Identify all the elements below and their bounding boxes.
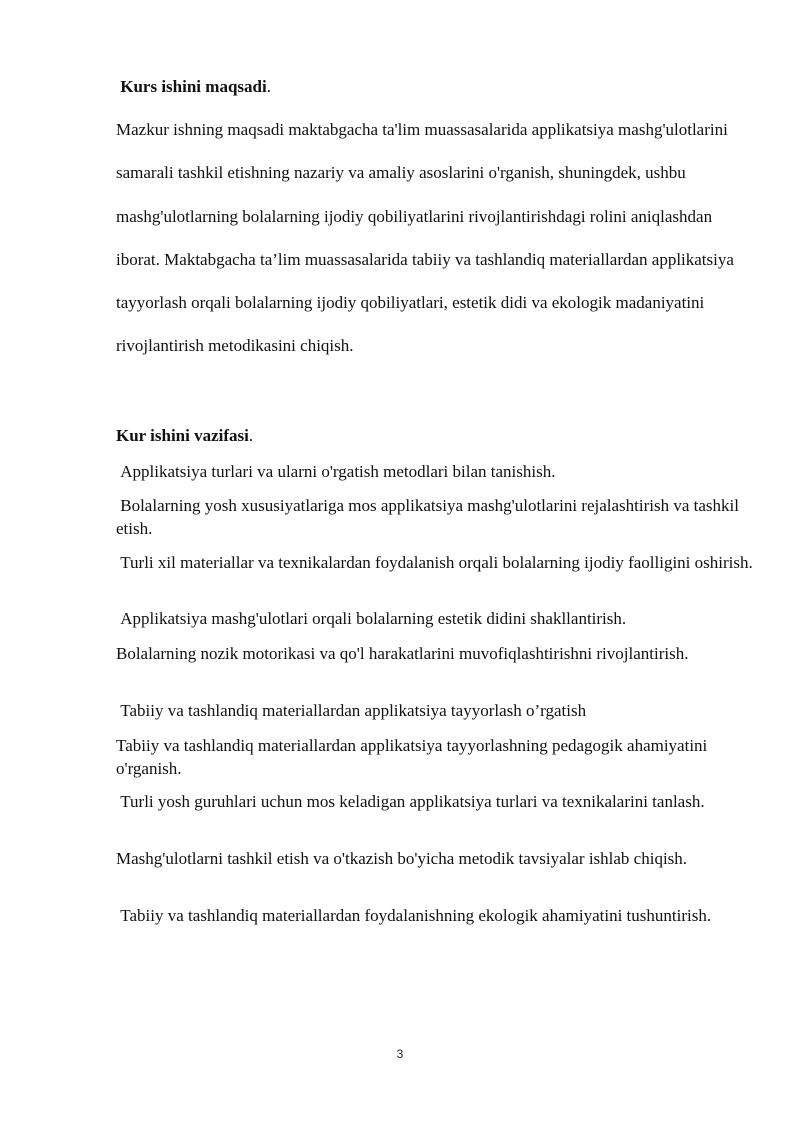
- task-item: Tabiiy va tashlandiq materiallardan applikatsiya tayyorlash o’rgatish: [116, 701, 587, 720]
- tasks-heading-text: Kur ishini vazifasi: [116, 426, 249, 445]
- task-item: Tabiiy va tashlandiq materiallardan applikatsiya tayyorlashning pedagogik ahamiyatini o'rganish.: [116, 736, 712, 778]
- goal-heading-punct: .: [266, 77, 271, 96]
- task-item: Bolalarning nozik motorikasi va qo'l harakatlarini muvofiqlashtirishni rivojlantirish.: [116, 644, 689, 663]
- page-number: 3: [396, 1047, 404, 1061]
- goal-paragraph: Mazkur ishning maqsadi maktabgacha ta'lim muassasalarida applikatsiya mashg'ulotlarini samarali tashkil etishning nazariy va amaliy asoslarini o'rganish, shuningdek, ushbu mashg'ulotlarning bolalarning ijodiy qobiliyatlarini rivojlantirishdagi rolini aniqlashdan iborat. Maktabgacha ta’lim muassasalarida tabiiy va tashlandiq materiallardan applikatsiya tayyorlash orqali bolalarning ijodiy qobiliyatlari, estetik didi va ekologik madaniyatini rivojlantirish metodikasini chiqish.: [116, 120, 734, 356]
- task-item: Bolalarning yosh xususiyatlariga mos applikatsiya mashg'ulotlarini rejalashtirish va tashkil etish.: [116, 496, 744, 538]
- task-item: Applikatsiya turlari va ularni o'rgatish metodlari bilan tanishish.: [116, 462, 556, 481]
- task-item: Turli xil materiallar va texnikalardan foydalanish orqali bolalarning ijodiy faolligini oshirish.: [116, 553, 753, 572]
- goal-heading-text: Kurs ishini maqsadi: [116, 77, 267, 96]
- goal-heading: [116, 77, 271, 97]
- task-item: Mashg'ulotlarni tashkil etish va o'tkazish bo'yicha metodik tavsiyalar ishlab chiqish.: [116, 849, 688, 868]
- tasks-heading: [116, 426, 253, 446]
- task-item: Applikatsiya mashg'ulotlari orqali bolalarning estetik didini shakllantirish.: [116, 609, 627, 628]
- task-item: Tabiiy va tashlandiq materiallardan foydalanishning ekologik ahamiyatini tushuntirish.: [116, 906, 712, 925]
- tasks-heading-punct: .: [248, 426, 254, 445]
- task-item: Turli yosh guruhlari uchun mos keladigan applikatsiya turlari va texnikalarini tanlash.: [116, 792, 705, 811]
